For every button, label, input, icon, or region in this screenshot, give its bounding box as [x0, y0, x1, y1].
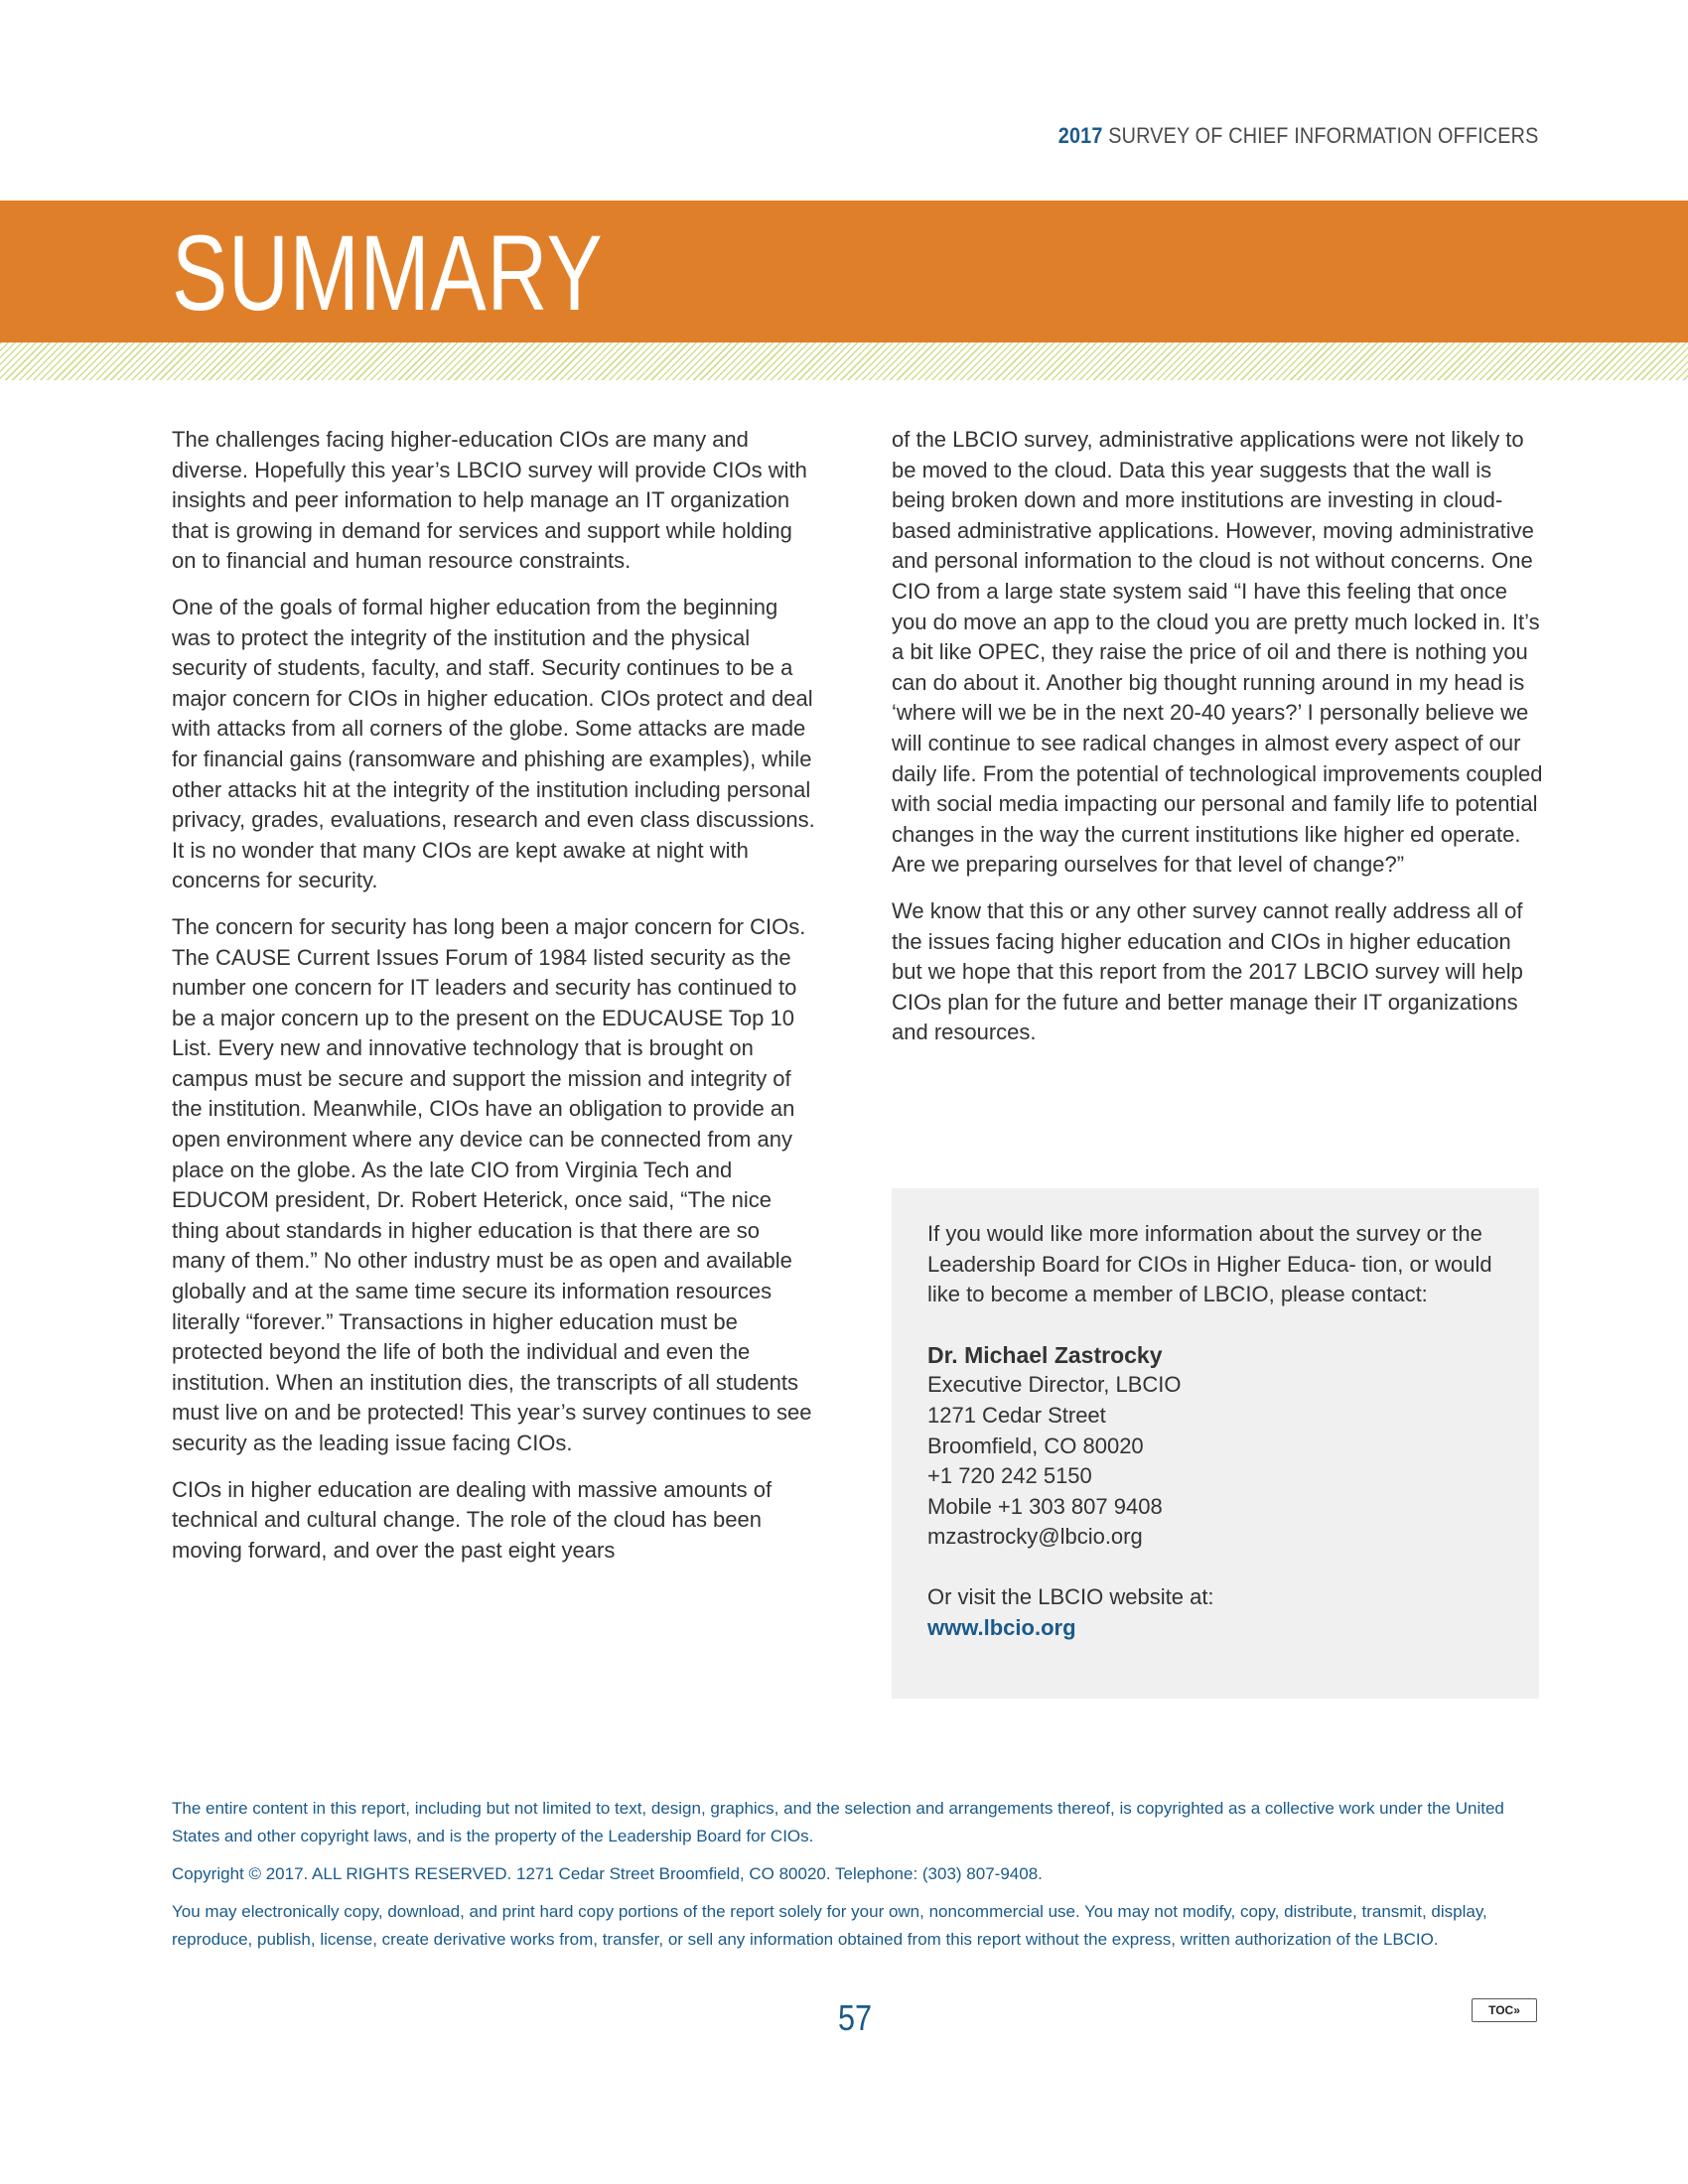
- usage-terms: You may electronically copy, download, and print hard copy portions of the report solely for your own, noncommercial use. You may not modify, copy, distribute, transmit, display, reproduce, publish, license, create derivative works from, transfer, or sell any information obtained from this report without the express, written authorization of the LBCIO.: [172, 1902, 1487, 1949]
- copyright-line: Copyright © 2017. ALL RIGHTS RESERVED. 1271 Cedar Street Broomfield, CO 80020. Telephone: (303) 807-9408.: [172, 1864, 1043, 1883]
- toc-button[interactable]: TOC»: [1472, 1998, 1537, 2022]
- contact-phone: +1 720 242 5150: [927, 1463, 1092, 1489]
- section-title: SUMMARY: [172, 212, 604, 333]
- left-column: [172, 425, 817, 1581]
- contact-email[interactable]: mzastrocky@lbcio.org: [927, 1524, 1143, 1550]
- report-title: SURVEY OF CHIEF INFORMATION OFFICERS: [1108, 123, 1539, 148]
- contact-role: Executive Director, LBCIO: [927, 1372, 1182, 1398]
- contact-street: 1271 Cedar Street: [927, 1402, 1106, 1428]
- paragraph: CIOs in higher education are dealing with massive amounts of technical and cultural change. The role of the cloud has been moving forward, and over the past eight years: [172, 1476, 773, 1563]
- contact-city: Broomfield, CO 80020: [927, 1433, 1144, 1458]
- copyright-notice: The entire content in this report, including but not limited to text, design, graphics, and the selection and arrangements thereof, is copyrighted as a collective work under the United States and other copyright laws, and is the property of the Leadership Board for CIOs.: [172, 1799, 1504, 1845]
- contact-mobile: Mobile +1 303 807 9408: [927, 1493, 1163, 1519]
- paragraph: of the LBCIO survey, administrative applications were not likely to be moved to the cloud. Data this year suggests that the wall is being broken down and more institutions are investing in cloud-based administrative applications. However, moving administrative and personal information to the cloud is not without concerns. One CIO from a large state system said “I have this feeling that once you do move an app to the cloud you are pretty much locked in. It’s a bit like OPEC, they raise the price of oil and there is nothing you can do about it. Another big thought running around in my head is ‘where will we be in the next 20-40 years?’ I personally believe we will continue to see radical changes in almost every aspect of our daily life. From the potential of technological improvements coupled with social media impacting our personal and family life to potential changes in the way the current institutions like higher ed operate. Are we preparing ourselves for that level of change?”: [892, 427, 1543, 878]
- paragraph: One of the goals of formal higher education from the beginning was to protect the integrity of the institution and the physical security of students, faculty, and staff. Security continues to be a major concern for CIOs in higher education. CIOs protect and deal with attacks from all corners of the globe. Some attacks are made for financial gains (ransomware and phishing are examples), while other attacks hit at the integrity of the institution including personal privacy, grades, evaluations, research and even class discussions. It is no wonder that many CIOs are kept awake at night with concerns for security.: [172, 594, 815, 893]
- hatch-divider: [0, 342, 1688, 380]
- contact-name: Dr. Michael Zastrocky: [927, 1341, 1163, 1368]
- paragraph: The concern for security has long been a major concern for CIOs. The CAUSE Current Issues Forum of 1984 listed security as the number one concern for IT leaders and security has continued to be a major concern up to the present on the EDUCAUSE Top 10 List. Every new and innovative technology that is brought on campus must be secure and support the mission and integrity of the institution. Meanwhile, CIOs have an obligation to provide an open environment where any device can be connected from any place on the globe. As the late CIO from Virginia Tech and EDUCOM president, Dr. Robert Heterick, once said, “The nice thing about standards in higher education is that there are so many of them.” No other industry must be as open and available globally and at the same time secure its information resources literally “forever.” Transactions in higher education must be protected beyond the life of both the individual and even the institution. When an institution dies, the transcripts of all students must live on and be protected! This year’s survey continues to see security as the leading issue facing CIOs.: [172, 913, 812, 1455]
- report-header: [1058, 123, 1539, 149]
- right-column: [892, 425, 1547, 1064]
- contact-box: [892, 1188, 1539, 1699]
- footer: [172, 1795, 1532, 1964]
- paragraph: We know that this or any other survey cannot really address all of the issues facing higher education and CIOs in higher education but we hope that this report from the 2017 LBCIO survey will help CIOs plan for the future and better manage their IT organizations and resources.: [892, 897, 1523, 1045]
- page-number: 57: [837, 1997, 873, 2038]
- website-link[interactable]: www.lbcio.org: [927, 1614, 1076, 1640]
- visit-text: Or visit the LBCIO website at:: [927, 1583, 1214, 1609]
- section-banner: [0, 201, 1688, 342]
- paragraph: The challenges facing higher-education CIOs are many and diverse. Hopefully this year’s LBCIO survey will provide CIOs with insights and peer information to help manage an IT organization that is growing in demand for services and support while holding on to financial and human resource constraints.: [172, 427, 807, 574]
- report-year: 2017: [1058, 123, 1103, 148]
- contact-intro: If you would like more information about the survey or the Leadership Board for CIOs in Higher Educa- tion, or would like to become a member of LBCIO, please contact:: [927, 1221, 1492, 1307]
